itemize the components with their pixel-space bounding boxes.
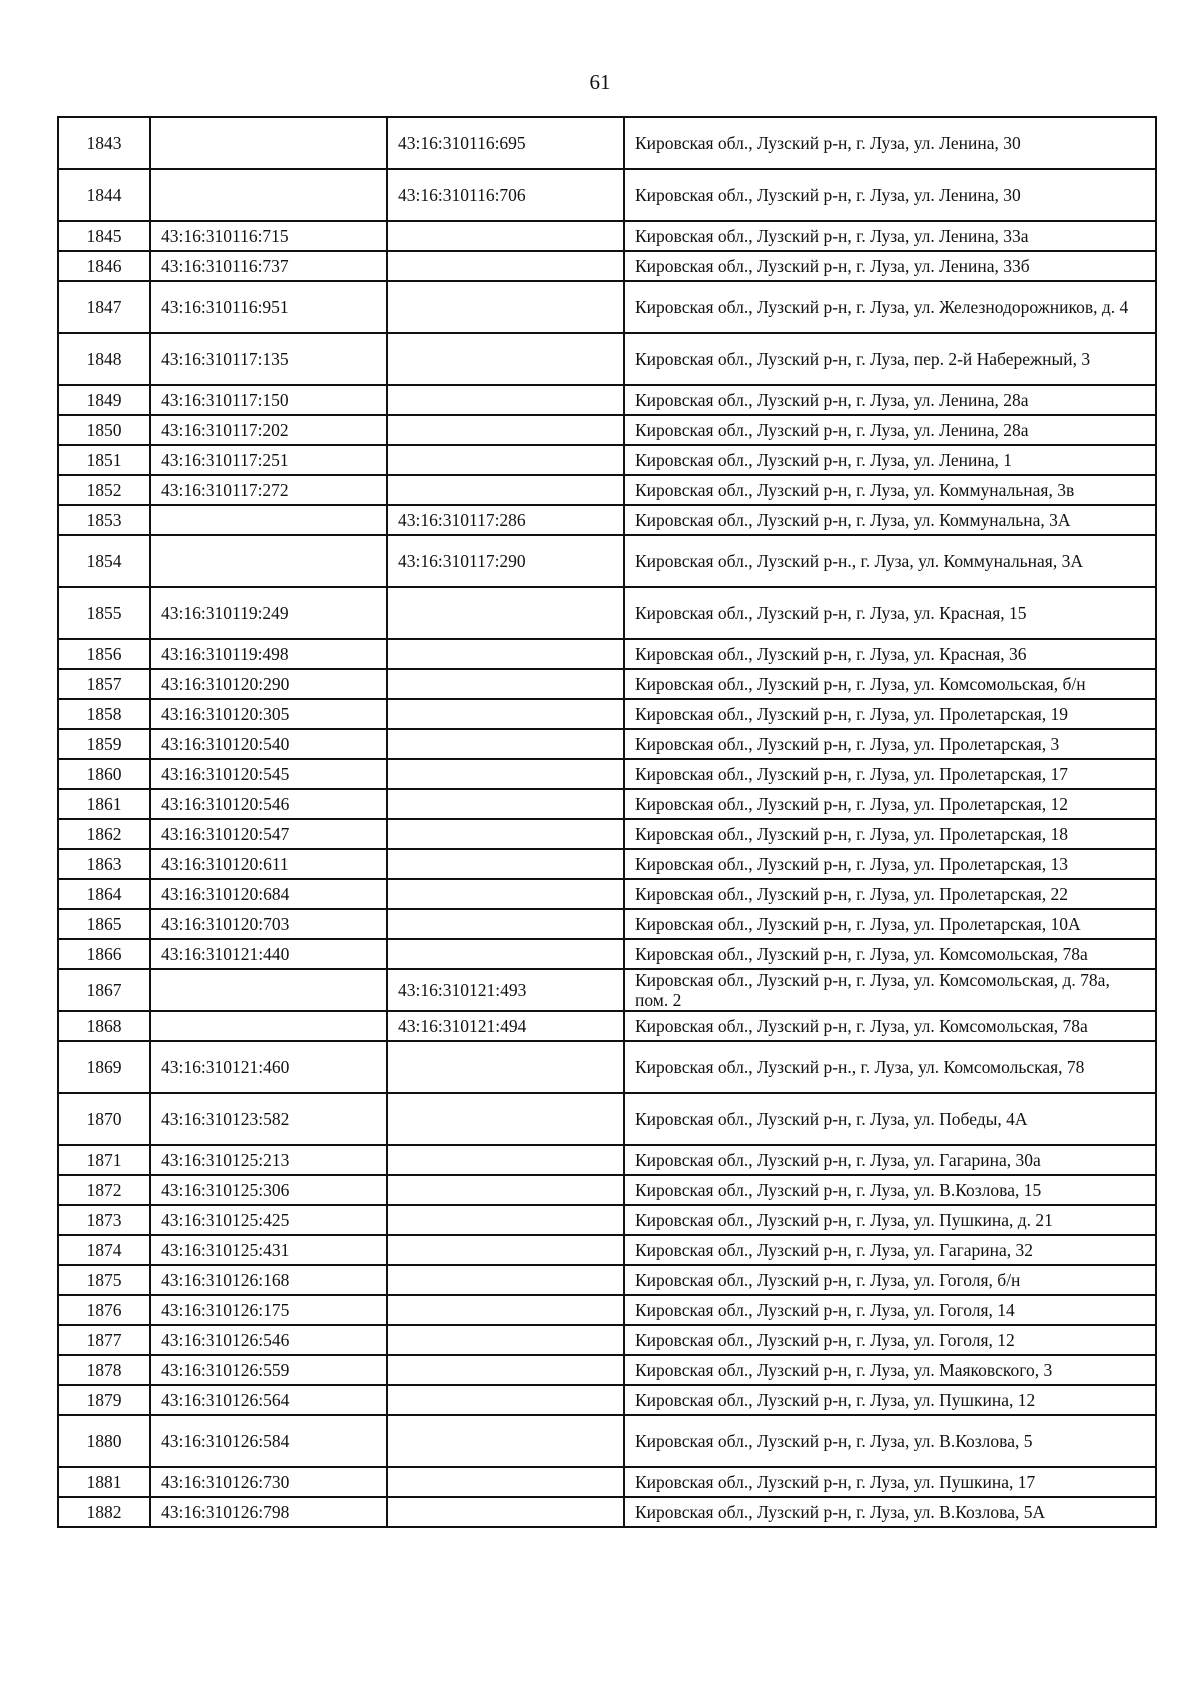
address-cell: Кировская обл., Лузский р-н, г. Луза, ул. Ленина, 28а xyxy=(624,385,1156,415)
address-cell: Кировская обл., Лузский р-н., г. Луза, ул. Комсомольская, 78 xyxy=(624,1041,1156,1093)
cadastral-number-primary: 43:16:310116:951 xyxy=(150,281,387,333)
page-number: 61 xyxy=(589,70,611,94)
table-row xyxy=(58,535,1156,587)
table-row xyxy=(58,1265,1156,1295)
address-cell: Кировская обл., Лузский р-н, г. Луза, ул. В.Козлова, 5А xyxy=(624,1497,1156,1527)
cadastral-number-primary xyxy=(150,505,387,535)
table-row xyxy=(58,221,1156,251)
table-row xyxy=(58,1205,1156,1235)
address-cell: Кировская обл., Лузский р-н, г. Луза, ул. Ленина, 33б xyxy=(624,251,1156,281)
row-number: 1865 xyxy=(58,909,150,939)
address-cell: Кировская обл., Лузский р-н, г. Луза, ул. Красная, 36 xyxy=(624,639,1156,669)
row-number: 1876 xyxy=(58,1295,150,1325)
cadastral-number-secondary xyxy=(387,475,624,505)
table-row xyxy=(58,505,1156,535)
cadastral-number-primary xyxy=(150,169,387,221)
row-number: 1878 xyxy=(58,1355,150,1385)
row-number: 1854 xyxy=(58,535,150,587)
cadastral-number-secondary: 43:16:310121:494 xyxy=(387,1011,624,1041)
address-cell: Кировская обл., Лузский р-н, г. Луза, ул. Гоголя, 14 xyxy=(624,1295,1156,1325)
address-cell: Кировская обл., Лузский р-н, г. Луза, пер. 2-й Набережный, 3 xyxy=(624,333,1156,385)
row-number: 1845 xyxy=(58,221,150,251)
address-cell: Кировская обл., Лузский р-н, г. Луза, ул. Пролетарская, 19 xyxy=(624,699,1156,729)
address-cell: Кировская обл., Лузский р-н, г. Луза, ул. Железнодорожников, д. 4 xyxy=(624,281,1156,333)
address-cell: Кировская обл., Лузский р-н, г. Луза, ул. Коммунальна, 3А xyxy=(624,505,1156,535)
row-number: 1857 xyxy=(58,669,150,699)
cadastral-number-secondary: 43:16:310116:706 xyxy=(387,169,624,221)
table-row xyxy=(58,729,1156,759)
address-cell: Кировская обл., Лузский р-н, г. Луза, ул. Красная, 15 xyxy=(624,587,1156,639)
cadastral-number-primary xyxy=(150,1011,387,1041)
cadastral-number-secondary xyxy=(387,729,624,759)
table-row xyxy=(58,281,1156,333)
cadastral-number-secondary xyxy=(387,587,624,639)
cadastral-number-secondary: 43:16:310117:290 xyxy=(387,535,624,587)
table-row xyxy=(58,445,1156,475)
address-cell: Кировская обл., Лузский р-н, г. Луза, ул. Гоголя, 12 xyxy=(624,1325,1156,1355)
table-row xyxy=(58,169,1156,221)
cadastral-number-secondary xyxy=(387,1415,624,1467)
address-cell: Кировская обл., Лузский р-н, г. Луза, ул. Пролетарская, 10А xyxy=(624,909,1156,939)
address-cell: Кировская обл., Лузский р-н, г. Луза, ул. Ленина, 30 xyxy=(624,169,1156,221)
cadastral-number-primary: 43:16:310116:737 xyxy=(150,251,387,281)
cadastral-number-primary: 43:16:310121:460 xyxy=(150,1041,387,1093)
table-row xyxy=(58,669,1156,699)
address-cell: Кировская обл., Лузский р-н, г. Луза, ул. Ленина, 33а xyxy=(624,221,1156,251)
row-number: 1869 xyxy=(58,1041,150,1093)
table-row xyxy=(58,699,1156,729)
cadastral-number-primary: 43:16:310120:290 xyxy=(150,669,387,699)
table-row xyxy=(58,1093,1156,1145)
cadastral-number-primary xyxy=(150,535,387,587)
address-cell: Кировская обл., Лузский р-н, г. Луза, ул. Пролетарская, 22 xyxy=(624,879,1156,909)
address-cell: Кировская обл., Лузский р-н, г. Луза, ул. Пушкина, 17 xyxy=(624,1467,1156,1497)
cadastral-number-primary: 43:16:310117:150 xyxy=(150,385,387,415)
cadastral-number-primary: 43:16:310125:213 xyxy=(150,1145,387,1175)
cadastral-number-primary: 43:16:310126:798 xyxy=(150,1497,387,1527)
row-number: 1870 xyxy=(58,1093,150,1145)
cadastral-number-primary: 43:16:310117:272 xyxy=(150,475,387,505)
cadastral-number-secondary xyxy=(387,1265,624,1295)
cadastral-number-secondary xyxy=(387,639,624,669)
row-number: 1860 xyxy=(58,759,150,789)
row-number: 1858 xyxy=(58,699,150,729)
row-number: 1843 xyxy=(58,117,150,169)
row-number: 1874 xyxy=(58,1235,150,1265)
cadastral-number-primary: 43:16:310126:546 xyxy=(150,1325,387,1355)
table-row xyxy=(58,333,1156,385)
row-number: 1877 xyxy=(58,1325,150,1355)
address-cell: Кировская обл., Лузский р-н, г. Луза, ул. В.Козлова, 5 xyxy=(624,1415,1156,1467)
cadastral-number-secondary: 43:16:310116:695 xyxy=(387,117,624,169)
row-number: 1867 xyxy=(58,969,150,1011)
address-cell: Кировская обл., Лузский р-н, г. Луза, ул. Пролетарская, 3 xyxy=(624,729,1156,759)
table-row xyxy=(58,251,1156,281)
cadastral-number-secondary xyxy=(387,1325,624,1355)
table-row xyxy=(58,415,1156,445)
row-number: 1880 xyxy=(58,1415,150,1467)
cadastral-number-secondary xyxy=(387,849,624,879)
address-cell: Кировская обл., Лузский р-н, г. Луза, ул. Маяковского, 3 xyxy=(624,1355,1156,1385)
table-row xyxy=(58,1497,1156,1527)
row-number: 1881 xyxy=(58,1467,150,1497)
address-cell: Кировская обл., Лузский р-н, г. Луза, ул. Гоголя, б/н xyxy=(624,1265,1156,1295)
table-row xyxy=(58,819,1156,849)
cadastral-number-secondary xyxy=(387,669,624,699)
table-row xyxy=(58,1295,1156,1325)
address-cell: Кировская обл., Лузский р-н, г. Луза, ул. Пролетарская, 17 xyxy=(624,759,1156,789)
cadastral-number-primary: 43:16:310120:611 xyxy=(150,849,387,879)
row-number: 1871 xyxy=(58,1145,150,1175)
address-cell: Кировская обл., Лузский р-н, г. Луза, ул. Пушкина, 12 xyxy=(624,1385,1156,1415)
row-number: 1875 xyxy=(58,1265,150,1295)
address-cell: Кировская обл., Лузский р-н, г. Луза, ул. Гагарина, 32 xyxy=(624,1235,1156,1265)
address-cell: Кировская обл., Лузский р-н, г. Луза, ул. В.Козлова, 15 xyxy=(624,1175,1156,1205)
cadastral-number-primary: 43:16:310125:431 xyxy=(150,1235,387,1265)
row-number: 1861 xyxy=(58,789,150,819)
cadastral-number-secondary xyxy=(387,939,624,969)
row-number: 1879 xyxy=(58,1385,150,1415)
cadastral-number-primary: 43:16:310126:730 xyxy=(150,1467,387,1497)
row-number: 1868 xyxy=(58,1011,150,1041)
property-registry-table xyxy=(57,116,1157,1528)
table-row xyxy=(58,1325,1156,1355)
table-row xyxy=(58,759,1156,789)
address-cell: Кировская обл., Лузский р-н, г. Луза, ул. Комсомольская, д. 78а, пом. 2 xyxy=(624,969,1156,1011)
cadastral-number-primary: 43:16:310120:545 xyxy=(150,759,387,789)
cadastral-number-secondary xyxy=(387,1385,624,1415)
cadastral-number-secondary xyxy=(387,385,624,415)
cadastral-number-primary: 43:16:310120:703 xyxy=(150,909,387,939)
row-number: 1852 xyxy=(58,475,150,505)
address-cell: Кировская обл., Лузский р-н, г. Луза, ул. Пролетарская, 12 xyxy=(624,789,1156,819)
table-row xyxy=(58,117,1156,169)
row-number: 1849 xyxy=(58,385,150,415)
row-number: 1873 xyxy=(58,1205,150,1235)
table-row xyxy=(58,1041,1156,1093)
table-row xyxy=(58,1011,1156,1041)
table-row xyxy=(58,789,1156,819)
cadastral-number-primary: 43:16:310116:715 xyxy=(150,221,387,251)
cadastral-number-secondary xyxy=(387,1497,624,1527)
row-number: 1855 xyxy=(58,587,150,639)
table-row xyxy=(58,1467,1156,1497)
cadastral-number-secondary xyxy=(387,415,624,445)
table-row xyxy=(58,1415,1156,1467)
table-row xyxy=(58,969,1156,1011)
cadastral-number-secondary xyxy=(387,1235,624,1265)
row-number: 1850 xyxy=(58,415,150,445)
cadastral-number-secondary: 43:16:310121:493 xyxy=(387,969,624,1011)
cadastral-number-secondary xyxy=(387,251,624,281)
cadastral-number-primary: 43:16:310125:425 xyxy=(150,1205,387,1235)
table-row xyxy=(58,939,1156,969)
cadastral-number-primary xyxy=(150,969,387,1011)
table-row xyxy=(58,385,1156,415)
row-number: 1853 xyxy=(58,505,150,535)
cadastral-number-primary: 43:16:310120:540 xyxy=(150,729,387,759)
row-number: 1866 xyxy=(58,939,150,969)
cadastral-number-primary: 43:16:310117:251 xyxy=(150,445,387,475)
table-row xyxy=(58,879,1156,909)
cadastral-number-primary: 43:16:310125:306 xyxy=(150,1175,387,1205)
table-row xyxy=(58,849,1156,879)
table-row xyxy=(58,1385,1156,1415)
row-number: 1848 xyxy=(58,333,150,385)
address-cell: Кировская обл., Лузский р-н, г. Луза, ул. Пролетарская, 18 xyxy=(624,819,1156,849)
row-number: 1851 xyxy=(58,445,150,475)
cadastral-number-primary: 43:16:310126:584 xyxy=(150,1415,387,1467)
cadastral-number-primary: 43:16:310123:582 xyxy=(150,1093,387,1145)
cadastral-number-primary xyxy=(150,117,387,169)
address-cell: Кировская обл., Лузский р-н, г. Луза, ул. Гагарина, 30а xyxy=(624,1145,1156,1175)
cadastral-number-secondary xyxy=(387,1093,624,1145)
cadastral-number-secondary xyxy=(387,445,624,475)
address-cell: Кировская обл., Лузский р-н, г. Луза, ул. Ленина, 1 xyxy=(624,445,1156,475)
cadastral-number-secondary xyxy=(387,789,624,819)
cadastral-number-secondary xyxy=(387,909,624,939)
row-number: 1846 xyxy=(58,251,150,281)
cadastral-number-secondary xyxy=(387,1205,624,1235)
row-number: 1882 xyxy=(58,1497,150,1527)
cadastral-number-primary: 43:16:310126:559 xyxy=(150,1355,387,1385)
cadastral-number-secondary xyxy=(387,699,624,729)
table-row xyxy=(58,587,1156,639)
row-number: 1862 xyxy=(58,819,150,849)
row-number: 1863 xyxy=(58,849,150,879)
cadastral-number-secondary xyxy=(387,819,624,849)
cadastral-number-primary: 43:16:310119:249 xyxy=(150,587,387,639)
cadastral-number-secondary xyxy=(387,1295,624,1325)
cadastral-number-primary: 43:16:310119:498 xyxy=(150,639,387,669)
cadastral-number-secondary xyxy=(387,1041,624,1093)
row-number: 1872 xyxy=(58,1175,150,1205)
table-row xyxy=(58,1355,1156,1385)
cadastral-number-primary: 43:16:310120:305 xyxy=(150,699,387,729)
cadastral-number-secondary xyxy=(387,759,624,789)
cadastral-number-secondary xyxy=(387,221,624,251)
cadastral-number-primary: 43:16:310117:202 xyxy=(150,415,387,445)
address-cell: Кировская обл., Лузский р-н, г. Луза, ул. Пролетарская, 13 xyxy=(624,849,1156,879)
cadastral-number-secondary xyxy=(387,1145,624,1175)
cadastral-number-secondary xyxy=(387,1175,624,1205)
address-cell: Кировская обл., Лузский р-н, г. Луза, ул. Коммунальная, 3в xyxy=(624,475,1156,505)
cadastral-number-primary: 43:16:310126:168 xyxy=(150,1265,387,1295)
row-number: 1856 xyxy=(58,639,150,669)
row-number: 1864 xyxy=(58,879,150,909)
cadastral-number-secondary: 43:16:310117:286 xyxy=(387,505,624,535)
table-row xyxy=(58,639,1156,669)
address-cell: Кировская обл., Лузский р-н, г. Луза, ул. Победы, 4А xyxy=(624,1093,1156,1145)
cadastral-number-primary: 43:16:310120:547 xyxy=(150,819,387,849)
cadastral-number-primary: 43:16:310120:684 xyxy=(150,879,387,909)
cadastral-number-primary: 43:16:310126:175 xyxy=(150,1295,387,1325)
table-row xyxy=(58,1235,1156,1265)
address-cell: Кировская обл., Лузский р-н, г. Луза, ул. Комсомольская, 78а xyxy=(624,939,1156,969)
cadastral-number-secondary xyxy=(387,879,624,909)
table-row xyxy=(58,475,1156,505)
cadastral-number-secondary xyxy=(387,1467,624,1497)
row-number: 1847 xyxy=(58,281,150,333)
cadastral-number-primary: 43:16:310120:546 xyxy=(150,789,387,819)
table-row xyxy=(58,909,1156,939)
row-number: 1859 xyxy=(58,729,150,759)
table-row xyxy=(58,1175,1156,1205)
row-number: 1844 xyxy=(58,169,150,221)
address-cell: Кировская обл., Лузский р-н, г. Луза, ул. Пушкина, д. 21 xyxy=(624,1205,1156,1235)
cadastral-number-secondary xyxy=(387,1355,624,1385)
address-cell: Кировская обл., Лузский р-н, г. Луза, ул. Ленина, 30 xyxy=(624,117,1156,169)
cadastral-number-secondary xyxy=(387,333,624,385)
cadastral-number-primary: 43:16:310117:135 xyxy=(150,333,387,385)
cadastral-number-primary: 43:16:310126:564 xyxy=(150,1385,387,1415)
address-cell: Кировская обл., Лузский р-н, г. Луза, ул. Комсомольская, 78а xyxy=(624,1011,1156,1041)
address-cell: Кировская обл., Лузский р-н, г. Луза, ул. Комсомольская, б/н xyxy=(624,669,1156,699)
cadastral-number-secondary xyxy=(387,281,624,333)
address-cell: Кировская обл., Лузский р-н., г. Луза, ул. Коммунальная, 3А xyxy=(624,535,1156,587)
cadastral-number-primary: 43:16:310121:440 xyxy=(150,939,387,969)
address-cell: Кировская обл., Лузский р-н, г. Луза, ул. Ленина, 28а xyxy=(624,415,1156,445)
table-row xyxy=(58,1145,1156,1175)
